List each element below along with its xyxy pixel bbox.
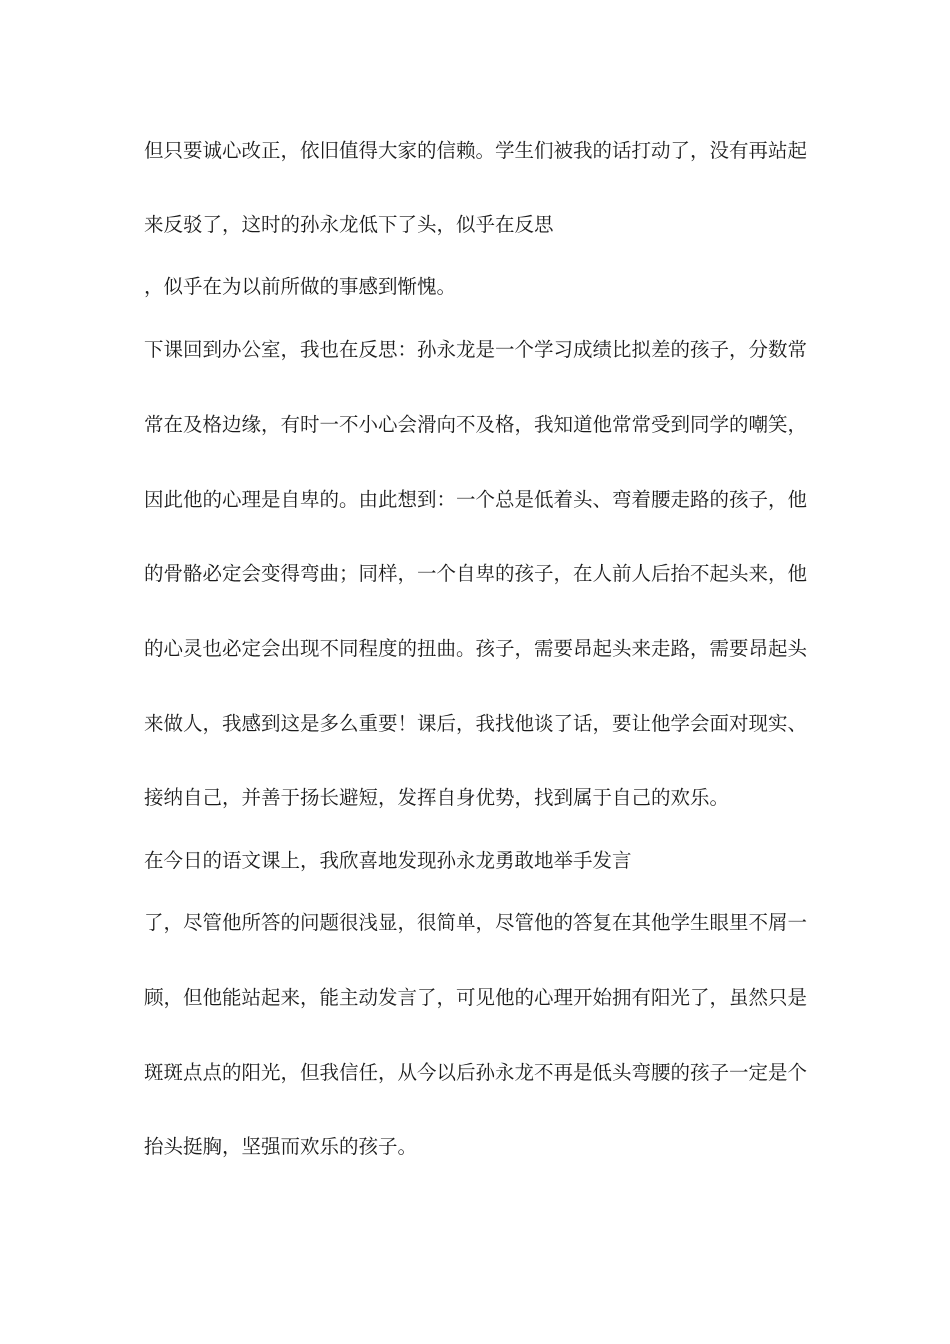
text-line: 顾，但他能站起来，能主动发言了，可见他的心理开始拥有阳光了，虽然只是 bbox=[144, 986, 808, 1009]
text-line: 在今日的语文课上，我欣喜地发现孙永龙勇敢地举手发言 bbox=[144, 849, 632, 872]
text-line: 抬头挺胸，坚强而欢乐的孩子。 bbox=[144, 1135, 418, 1158]
text-line: 的骨骼必定会变得弯曲；同样，一个自卑的孩子，在人前人后抬不起头来，他 bbox=[144, 562, 808, 585]
text-line: 来做人，我感到这是多么重要！课后，我找他谈了话，要让他学会面对现实、 bbox=[144, 712, 808, 735]
text-line: 但只要诚心改正，依旧值得大家的信赖。学生们被我的话打动了，没有再站起 bbox=[144, 139, 808, 162]
text-line: ，似乎在为以前所做的事感到惭愧。 bbox=[144, 275, 457, 298]
text-line: 斑斑点点的阳光，但我信任，从今以后孙永龙不再是低头弯腰的孩子一定是个 bbox=[144, 1061, 808, 1084]
text-line: 常在及格边缘，有时一不小心会滑向不及格，我知道他常常受到同学的嘲笑， bbox=[144, 413, 808, 436]
text-line: 下课回到办公室，我也在反思：孙永龙是一个学习成绩比拟差的孩子，分数常 bbox=[144, 338, 808, 361]
text-line: 因此他的心理是自卑的。由此想到：一个总是低着头、弯着腰走路的孩子，他 bbox=[144, 488, 808, 511]
text-line: 的心灵也必定会出现不同程度的扭曲。孩子，需要昂起头来走路，需要昂起头 bbox=[144, 637, 808, 660]
text-line: 了，尽管他所答的问题很浅显，很简单，尽管他的答复在其他学生眼里不屑一 bbox=[144, 911, 808, 934]
text-line: 来反驳了，这时的孙永龙低下了头，似乎在反思 bbox=[144, 213, 554, 236]
text-line: 接纳自己，并善于扬长避短，发挥自身优势，找到属于自己的欢乐。 bbox=[144, 786, 730, 809]
